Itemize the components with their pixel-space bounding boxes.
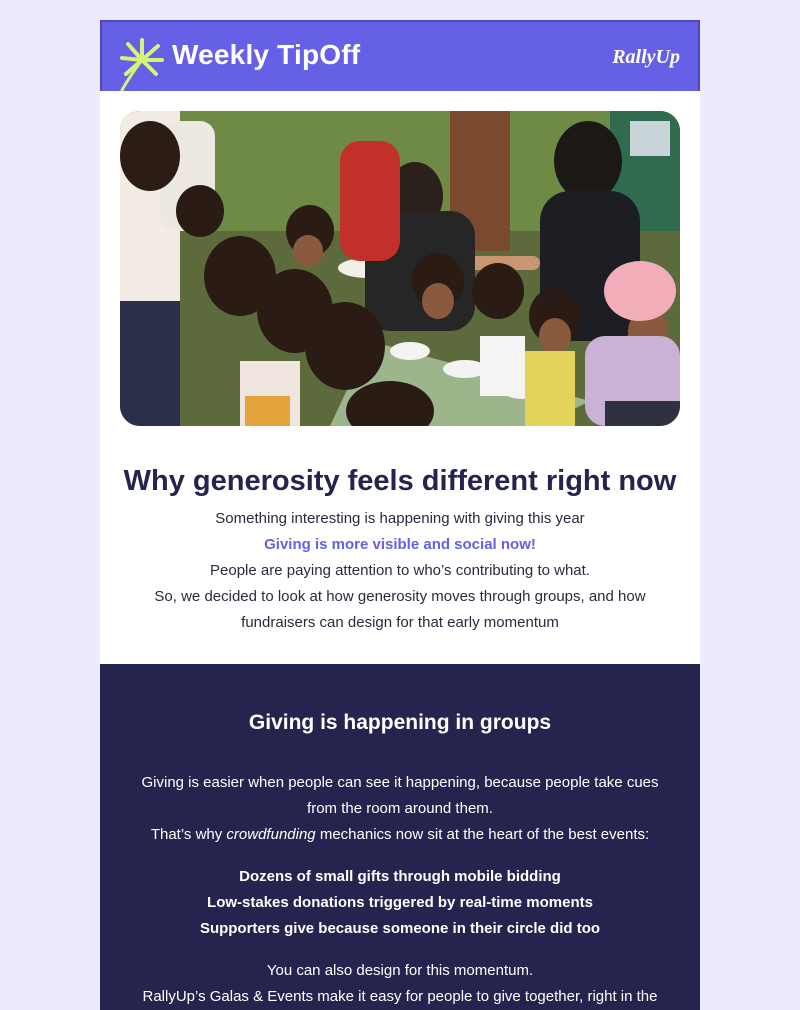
rallyup-logo[interactable]: RallyUp	[612, 46, 680, 68]
groups-heading: Giving is happening in groups	[248, 711, 552, 734]
hero-image[interactable]	[120, 111, 680, 426]
groups-paragraph: RallyUp’s Galas & Events make it easy for people to give together, right in the	[142, 988, 658, 1005]
email-container	[100, 20, 700, 1010]
intro-section	[100, 462, 700, 636]
newsletter-title: Weekly TipOff	[172, 39, 361, 70]
intro-highlight: Giving is more visible and social now!	[264, 536, 536, 553]
crowdfunding-emphasis: crowdfunding	[226, 826, 316, 843]
groups-text: mechanics now sit at the heart of the best events:	[315, 826, 650, 843]
list-item: Dozens of small gifts through mobile bidding	[239, 868, 561, 885]
groups-paragraph: Giving is easier when people can see it happening, because people take cues from the room around them.	[141, 774, 659, 817]
email-header	[100, 20, 700, 91]
groups-text: That’s why	[150, 826, 227, 843]
starburst-icon	[116, 32, 164, 92]
list-item: Low-stakes donations triggered by real-time moments	[207, 894, 593, 911]
groups-paragraph	[100, 822, 700, 848]
intro-line: So, we decided to look at how generosity moves through groups, and how fundraisers can design for that early momentum	[154, 588, 646, 631]
intro-line: People are paying attention to who’s contributing to what.	[210, 562, 590, 579]
groups-section	[100, 664, 700, 1010]
list-item: Supporters give because someone in their circle did too	[199, 920, 601, 937]
intro-line: Something interesting is happening with giving this year	[215, 510, 585, 527]
groups-list	[100, 864, 700, 942]
groups-paragraph: You can also design for this momentum.	[266, 962, 534, 979]
intro-heading: Why generosity feels different right now	[123, 465, 677, 497]
